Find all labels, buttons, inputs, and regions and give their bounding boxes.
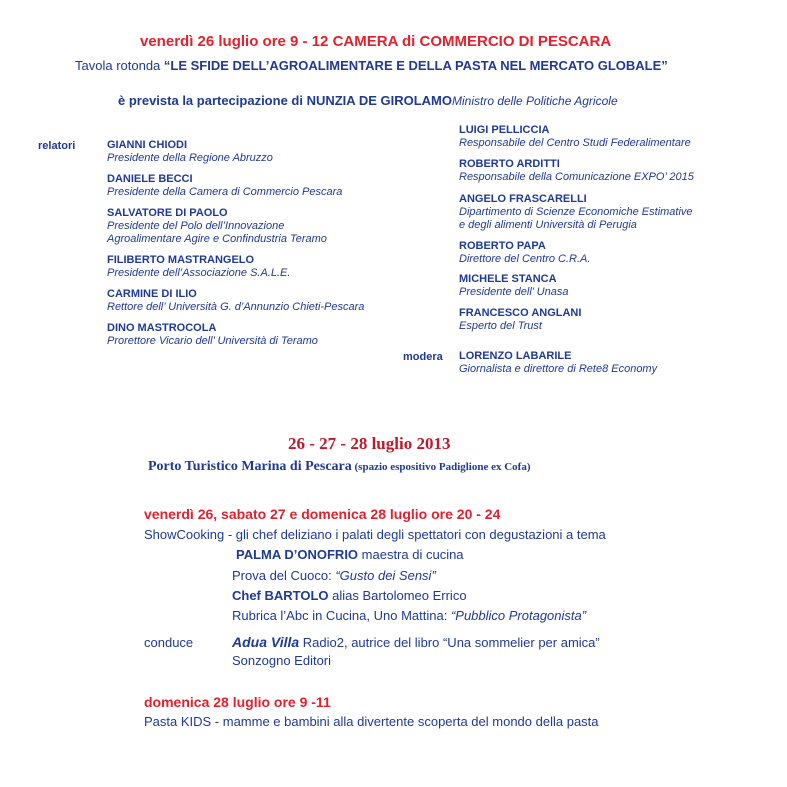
speaker-left-1 [107, 173, 342, 199]
speaker-right-0 [459, 124, 691, 150]
participation-prefix: è prevista la partecipazione di [118, 93, 307, 108]
chef-line [232, 588, 467, 603]
speaker-left-0 [107, 139, 273, 165]
speaker-name: FILIBERTO MASTRANGELO [107, 254, 255, 266]
participation-line [118, 93, 618, 108]
speaker-right-4 [459, 273, 568, 299]
relatori-label: relatori [38, 140, 76, 152]
speaker-left-4 [107, 288, 364, 314]
speaker-desc: Presidente del Polo dell’Innovazione [107, 220, 285, 232]
moderator-name: LORENZO LABARILE [459, 350, 572, 362]
speaker-desc: Presidente dell’Associazione S.A.L.E. [107, 267, 291, 279]
prova-prefix: Prova del Cuoco: [232, 568, 336, 583]
prova-title: “Gusto dei Sensi” [335, 568, 436, 583]
moderator-desc: Giornalista e direttore di Rete8 Economy [459, 363, 658, 375]
speaker-name: GIANNI CHIODI [107, 139, 188, 151]
speaker-name: DINO MASTROCOLA [107, 322, 217, 334]
palma-name: PALMA D’ONOFRIO [236, 547, 359, 562]
speaker-name: ANGELO FRASCARELLI [459, 193, 587, 205]
prova-line [232, 568, 436, 583]
speaker-name: MICHELE STANCA [459, 273, 557, 285]
minister-role: Ministro delle Politiche Agricole [451, 94, 618, 108]
speaker-name: SALVATORE DI PAOLO [107, 207, 228, 219]
round-table-prefix: Tavola rotonda [75, 58, 164, 73]
minister-name: NUNZIA DE GIROLAMO [306, 93, 452, 108]
conduce-name: Adua Villa [232, 634, 300, 650]
speaker-left-5 [107, 322, 318, 348]
speaker-desc: Rettore dell’ Università G. d’Annunzio Chieti-Pescara [107, 301, 365, 313]
conduce-label: conduce [144, 635, 194, 650]
rubrica-title: “Pubblico Protagonista” [450, 608, 587, 623]
speaker-desc: Responsabile del Centro Studi Federalimentare [459, 137, 691, 149]
round-table-line [75, 58, 668, 73]
round-table-title: “LE SFIDE DELL’AGROALIMENTARE E DELLA PASTA NEL MERCATO GLOBALE” [163, 58, 668, 73]
moderator [459, 350, 657, 376]
event-place [148, 459, 531, 475]
event-date-line: venerdì 26 luglio ore 9 - 12 CAMERA di COMMERCIO DI PESCARA [140, 33, 612, 50]
speaker-name: FRANCESCO ANGLANI [459, 307, 582, 319]
speaker-name: ROBERTO ARDITTI [459, 158, 560, 170]
speaker-desc: Presidente dell’ Unasa [459, 286, 569, 298]
speaker-desc: Esperto del Trust [459, 320, 542, 332]
speaker-name: ROBERTO PAPA [459, 240, 546, 252]
speaker-desc: Presidente della Camera di Commercio Pescara [107, 186, 343, 198]
speaker-desc: Direttore del Centro C.R.A. [459, 253, 591, 265]
chef-name: BARTOLO [264, 588, 329, 603]
rubrica-prefix: Rubrica l’Abc in Cucina, Uno Mattina: [232, 608, 451, 623]
kids-title: domenica 28 luglio ore 9 -11 [144, 694, 331, 710]
speaker-left-2 [107, 207, 327, 246]
conduce-line [232, 634, 600, 650]
modera-label: modera [403, 351, 443, 363]
speaker-left-3 [107, 254, 290, 280]
speaker-desc: Prorettore Vicario dell’ Università di Teramo [107, 335, 318, 347]
speaker-desc: Agroalimentare Agire e Confindustria Teramo [107, 233, 327, 245]
speaker-desc: Responsabile della Comunicazione EXPO’ 2015 [459, 171, 694, 183]
palma-desc: maestra di cucina [358, 547, 464, 562]
speaker-name: DANIELE BECCI [107, 173, 193, 185]
speaker-name: LUIGI PELLICCIA [459, 124, 550, 136]
speaker-desc: Dipartimento di Scienze Economiche Estimative [459, 206, 693, 218]
speaker-right-1 [459, 158, 694, 184]
conduce-desc: Radio2, autrice del libro “Una sommelier per amica” [299, 635, 600, 650]
chef-prefix: Chef [232, 588, 265, 603]
speaker-right-3 [459, 240, 590, 266]
speaker-desc: e degli alimenti Università di Perugia [459, 219, 637, 231]
publisher: Sonzogno Editori [232, 653, 332, 668]
kids-desc: Pasta KIDS - mamme e bambini alla divertente scoperta del mondo della pasta [144, 714, 599, 729]
speaker-right-5 [459, 307, 581, 333]
speaker-desc: Presidente della Regione Abruzzo [107, 152, 273, 164]
speaker-right-2 [459, 193, 693, 232]
event-dates: 26 - 27 - 28 luglio 2013 [288, 434, 451, 453]
event-place-note: (spazio espositivo Padiglione ex Cofa) [351, 461, 531, 473]
chef-desc: alias Bartolomeo Errico [328, 588, 467, 603]
showcooking-intro: ShowCooking - gli chef deliziano i palati degli spettatori con degustazioni a tema [144, 527, 606, 542]
palma-line [236, 547, 464, 562]
rubrica-line [232, 608, 586, 623]
showcooking-title: venerdì 26, sabato 27 e domenica 28 luglio ore 20 - 24 [144, 506, 501, 522]
speaker-name: CARMINE DI ILIO [107, 288, 197, 300]
event-place-name: Porto Turistico Marina di Pescara [148, 459, 352, 474]
